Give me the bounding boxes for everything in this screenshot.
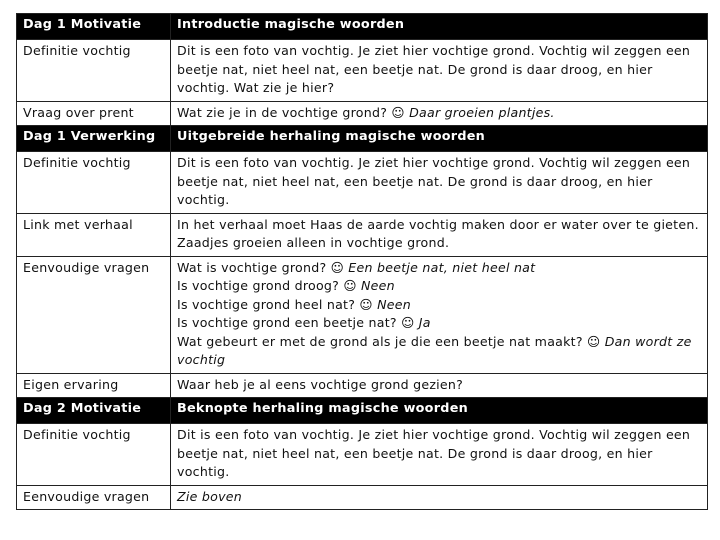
answer-text: Zie boven bbox=[177, 488, 243, 504]
row-label: Eigen ervaring bbox=[17, 373, 171, 398]
table-row bbox=[17, 40, 708, 102]
smiley-icon: ☺ bbox=[343, 278, 357, 293]
table-row bbox=[17, 485, 708, 510]
table-row bbox=[17, 256, 708, 373]
answer-text: Dan wordt ze vochtig bbox=[177, 333, 692, 367]
table-row bbox=[17, 373, 708, 398]
row-label: Definitie vochtig bbox=[17, 152, 171, 214]
row-content: Dit is een foto van vochtig. Je ziet hier vochtige grond. Vochtig wil zeggen een beetje nat, niet heel nat, een beetje nat. De grond is daar droog, en hier vochtig. Wat zie je hier? bbox=[171, 40, 708, 102]
row-content: In het verhaal moet Haas de aarde vochtig maken door er water over te gieten. Zaadjes groeien alleen in vochtige grond. bbox=[171, 213, 708, 256]
qa-line bbox=[177, 296, 701, 315]
table-row bbox=[17, 101, 708, 126]
section-header-row bbox=[17, 14, 708, 40]
question-text: Wat zie je in de vochtige grond? bbox=[177, 104, 392, 120]
row-content: Waar heb je al eens vochtige grond gezien? bbox=[171, 373, 708, 398]
table-row bbox=[17, 213, 708, 256]
answer-text: Een beetje nat, niet heel nat bbox=[344, 259, 536, 275]
row-label: Eenvoudige vragen bbox=[17, 256, 171, 373]
row-content bbox=[171, 485, 708, 510]
row-label: Vraag over prent bbox=[17, 101, 171, 126]
section-header-title: Introductie magische woorden bbox=[171, 14, 708, 40]
qa-line bbox=[177, 314, 701, 333]
question-text: Wat is vochtige grond? bbox=[177, 259, 331, 275]
row-label: Link met verhaal bbox=[17, 213, 171, 256]
smiley-icon: ☺ bbox=[359, 296, 373, 312]
qa-line bbox=[177, 333, 701, 370]
question-text: Is vochtige grond een beetje nat? bbox=[177, 315, 402, 330]
section-header-title: Uitgebreide herhaling magische woorden bbox=[171, 126, 708, 152]
smiley-icon: ☺ bbox=[587, 333, 601, 349]
section-header-title: Beknopte herhaling magische woorden bbox=[171, 398, 708, 424]
qa-line bbox=[177, 277, 701, 296]
row-label: Eenvoudige vragen bbox=[17, 485, 171, 510]
answer-text: Neen bbox=[377, 296, 411, 312]
answer-text: Neen bbox=[361, 278, 395, 293]
smiley-icon: ☺ bbox=[391, 104, 405, 120]
qa-line bbox=[177, 259, 701, 278]
answer-text: Daar groeien plantjes. bbox=[409, 104, 555, 120]
row-content bbox=[171, 101, 708, 126]
question-text: Wat gebeurt er met de grond als je die een beetje nat maakt? bbox=[177, 333, 588, 349]
row-content bbox=[171, 256, 708, 373]
row-content: Dit is een foto van vochtig. Je ziet hier vochtige grond. Vochtig wil zeggen een beetje nat, niet heel nat, een beetje nat. De grond is daar droog, en hier vochtig. bbox=[171, 152, 708, 214]
row-label: Definitie vochtig bbox=[17, 40, 171, 102]
lesson-table bbox=[16, 13, 708, 510]
row-content: Dit is een foto van vochtig. Je ziet hier vochtige grond. Vochtig wil zeggen een beetje nat, niet heel nat, een beetje nat. De grond is daar droog, en hier vochtig. bbox=[171, 424, 708, 486]
question-text: Is vochtige grond heel nat? bbox=[177, 296, 360, 312]
section-header-label: Dag 1 Verwerking bbox=[17, 126, 171, 152]
row-label: Definitie vochtig bbox=[17, 424, 171, 486]
table-row bbox=[17, 152, 708, 214]
answer-text: Ja bbox=[418, 315, 431, 330]
smiley-icon: ☺ bbox=[330, 259, 345, 275]
smiley-icon: ☺ bbox=[401, 315, 415, 330]
table-row bbox=[17, 424, 708, 486]
section-header-label: Dag 1 Motivatie bbox=[17, 14, 171, 40]
section-header-row bbox=[17, 398, 708, 424]
section-header-label: Dag 2 Motivatie bbox=[17, 398, 171, 424]
section-header-row bbox=[17, 126, 708, 152]
question-text: Is vochtige grond droog? bbox=[177, 278, 344, 293]
